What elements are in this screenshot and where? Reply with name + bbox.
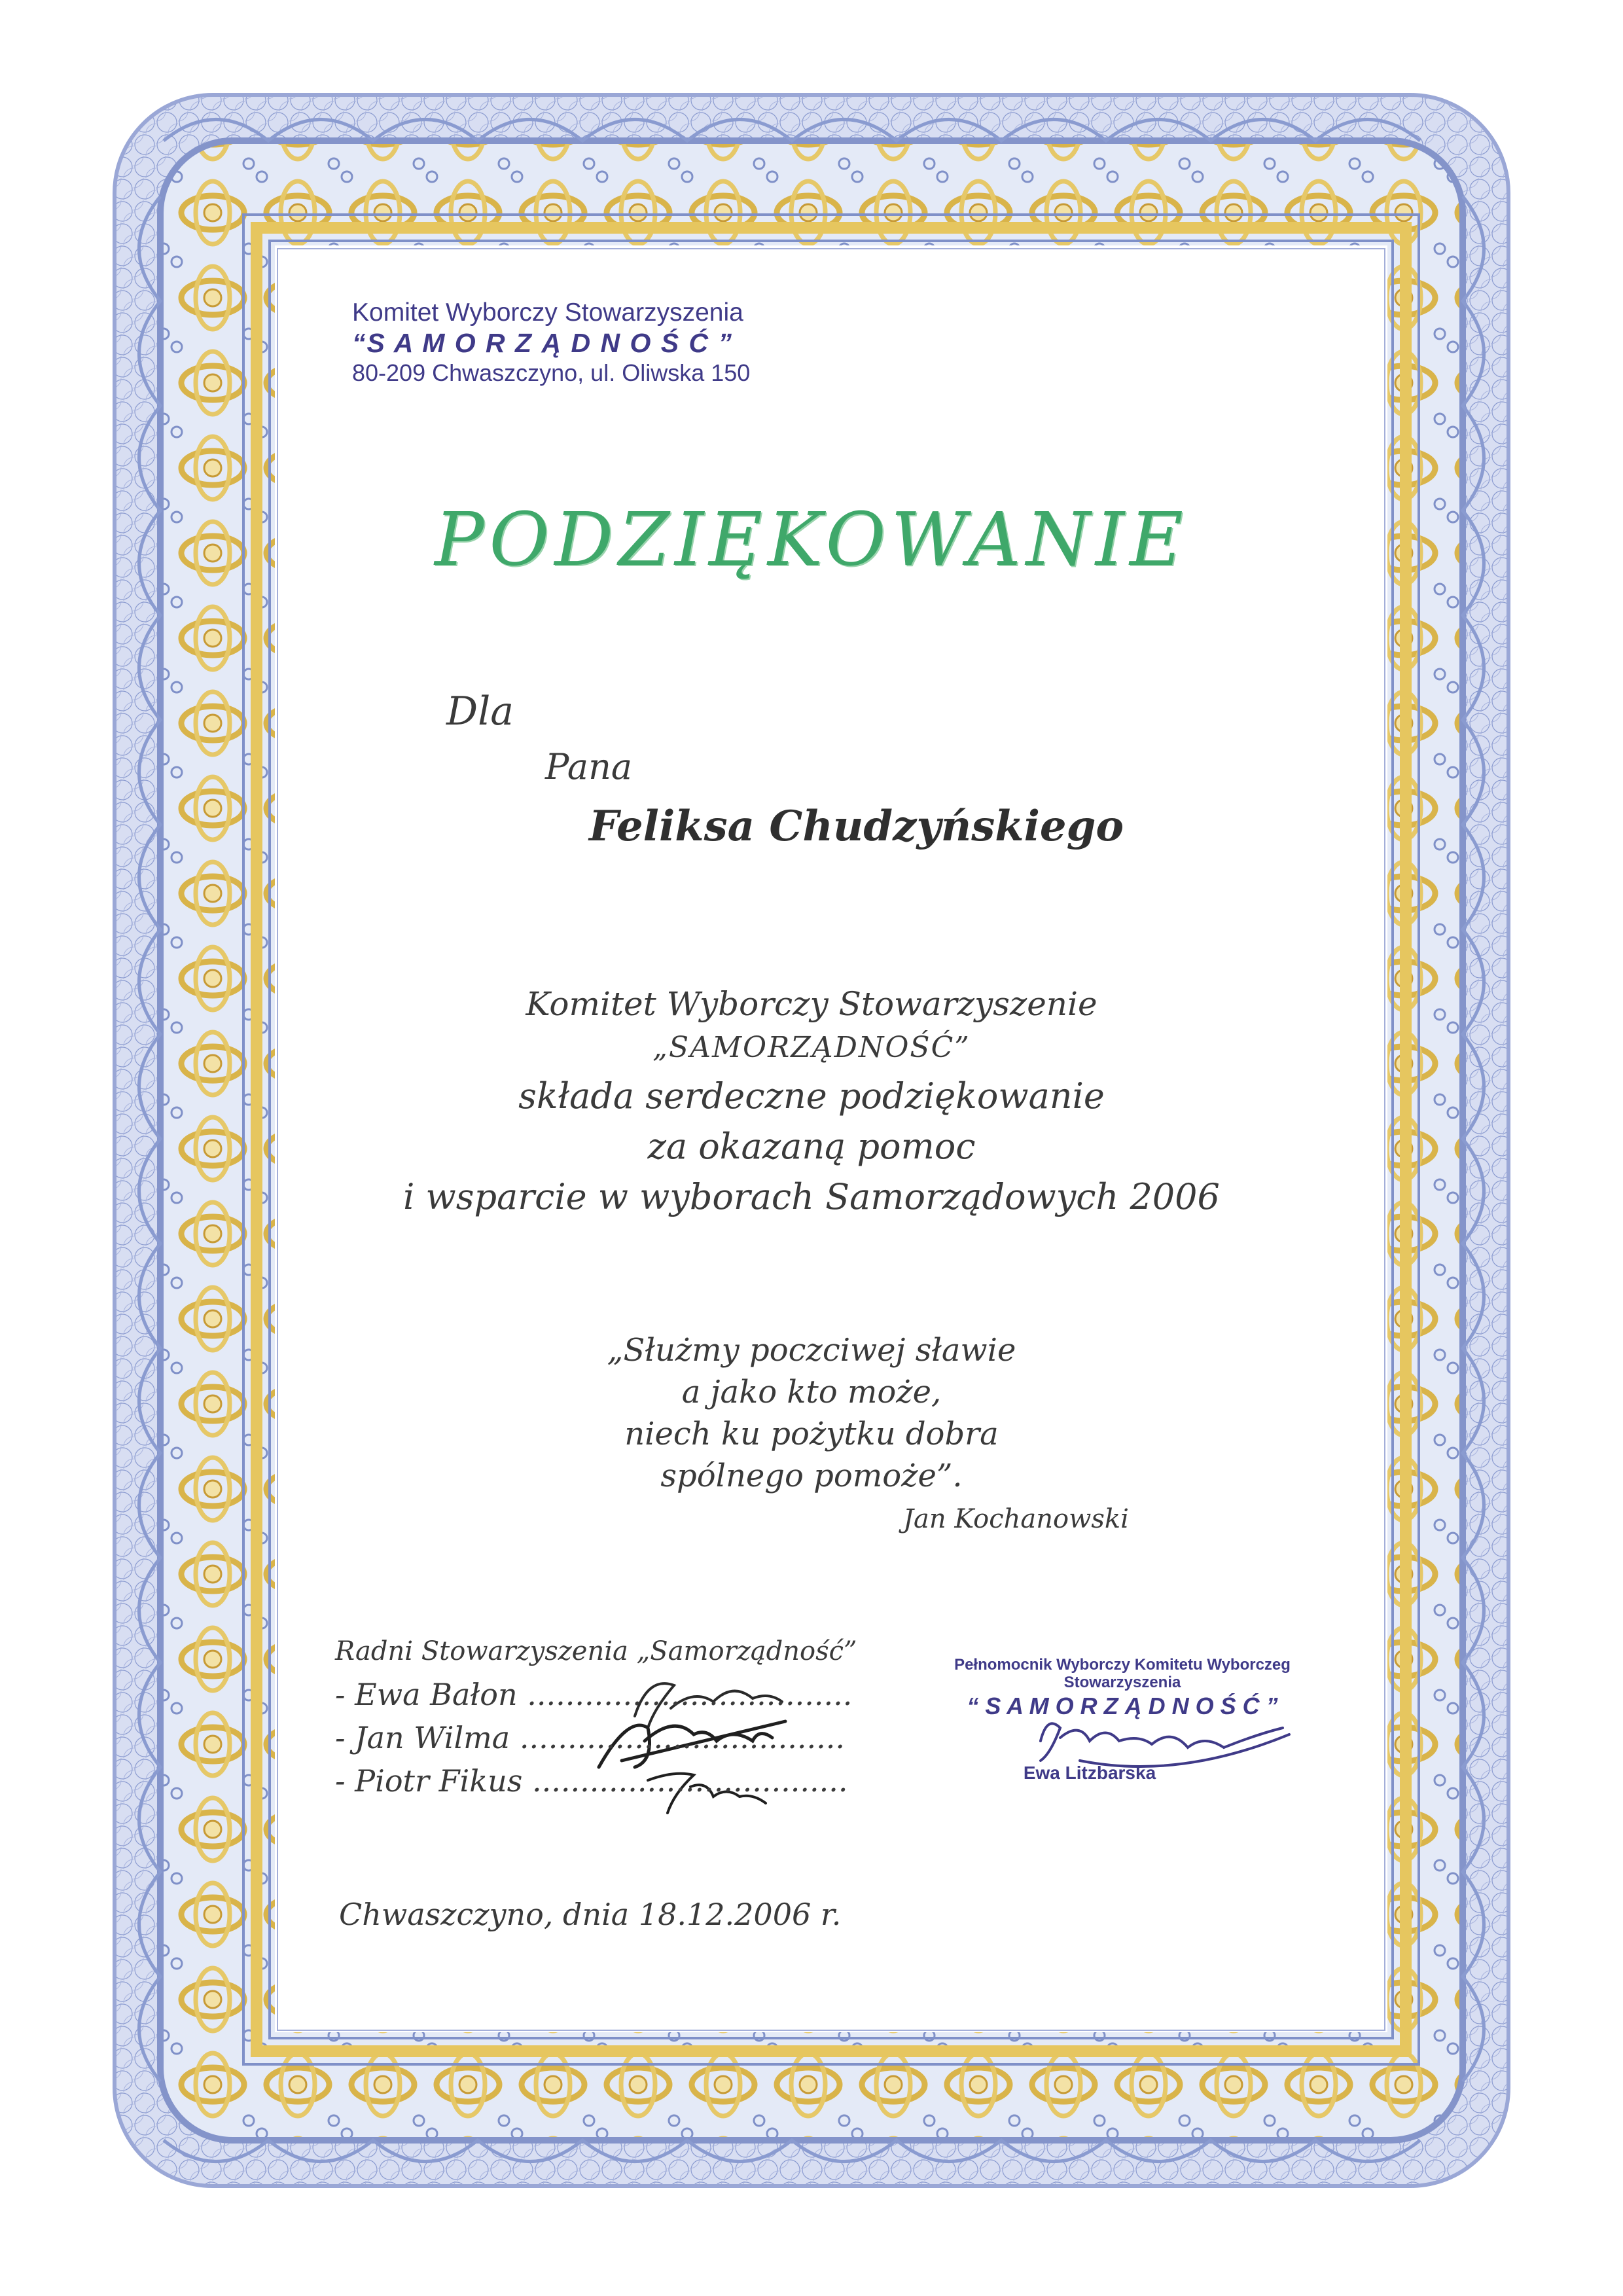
quote-line-4: spólnego pomoże”. (660, 1458, 963, 1494)
stamp-address: 80-209 Chwaszczyno, ul. Oliwska 150 (352, 359, 751, 386)
proxy-stamp-name: Ewa Litzbarska (1023, 1763, 1156, 1783)
councillors-heading: Radni Stowarzyszenia „Samorządność” (335, 1636, 857, 1666)
body-line-committee: Komitet Wyborczy Stowarzyszenie (526, 985, 1097, 1023)
body-line-help: za okazaną pomoc (647, 1126, 976, 1167)
quote-author: Jan Kochanowski (903, 1504, 1129, 1534)
place-and-date: Chwaszczyno, dnia 18.12.2006 r. (339, 1897, 842, 1932)
body-line-thanks: składa serdeczne podziękowanie (518, 1075, 1105, 1117)
recipient-name: Feliksa Chudzyńskiego (589, 802, 1124, 851)
certificate-title (0, 497, 1623, 583)
stamp-committee-line: Komitet Wyborczy Stowarzyszenia (352, 298, 743, 327)
councillor-jan-wilma: - Jan Wilma .................................. (335, 1720, 845, 1755)
quote-line-3: niech ku pożytku dobra (624, 1416, 999, 1452)
recipient-pana: Pana (545, 746, 633, 787)
councillor-ewa-balon: - Ewa Bałon .................................. (335, 1677, 853, 1712)
councillor-piotr-fikus: - Piotr Fikus ................................. (335, 1763, 848, 1799)
proxy-stamp-association: Stowarzyszenia (1063, 1674, 1181, 1691)
title-text: PODZIĘKOWANIE (435, 497, 1188, 583)
proxy-stamp-organization: “ S A M O R Z Ą D N O Ś Ć ” (967, 1693, 1278, 1719)
proxy-stamp-title: Pełnomocnik Wyborczy Komitetu Wyborczeg (954, 1656, 1291, 1674)
recipient-dla: Dla (446, 689, 514, 734)
body-line-elections: i wsparcie w wyborach Samorządowych 2006 (403, 1176, 1220, 1217)
proxy-stamp (926, 1656, 1319, 1784)
header-stamp (352, 298, 750, 388)
quote-line-2: a jako kto może, (681, 1374, 942, 1410)
stamp-organization-name: “S A M O R Z Ą D N O Ś Ć ” (352, 328, 733, 358)
quote-line-1: „Służmy poczciwej sławie (607, 1332, 1016, 1369)
body-line-organization: „SAMORZĄDNOŚĆ” (652, 1031, 971, 1064)
